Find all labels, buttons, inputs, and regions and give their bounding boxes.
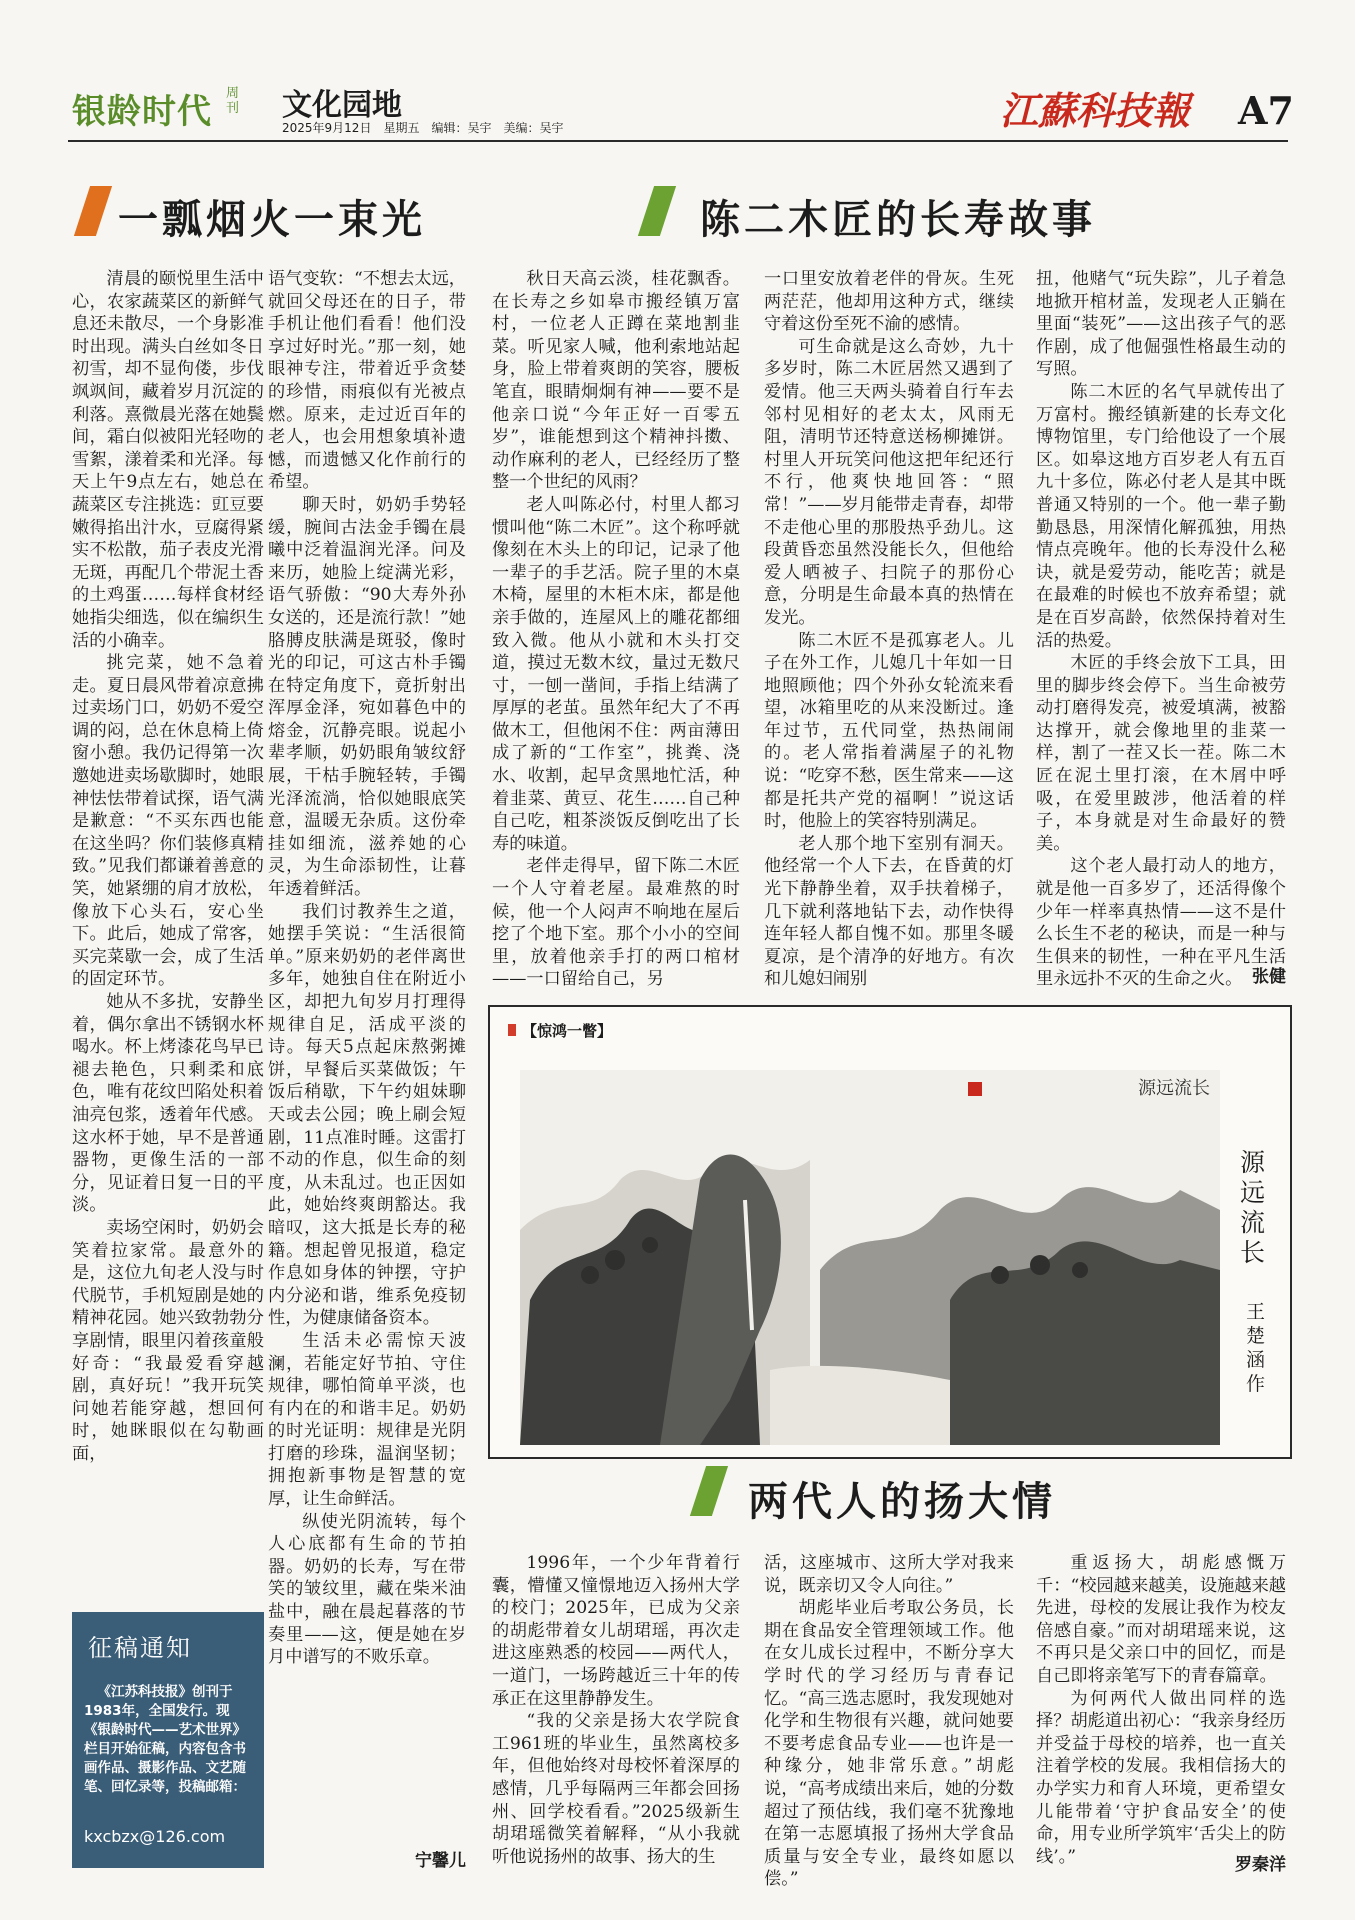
paragraph: 一口里安放着老伴的骨灰。生死两茫茫，他却用这种方式，继续守着这份至死不渝的感情。	[764, 269, 1014, 335]
masthead-weekly: 周刊	[226, 86, 240, 116]
paragraph: 老人叫陈必付，村里人都习惯叫他“陈二木匠”。这个称呼就像刻在木头上的印记，记录了他一辈子的手艺活。院子里的木桌木椅，屋里的木柜木床，都是他亲手做的，连屋风上的雕花都细致入微。他从小就和木头打交道，摸过无数木纹，量过无数尺寸，一刨一凿间，手指上结满了厚厚的老茧。虽然年纪大了不再做木工，但他闲不住：两亩薄田成了新的“工作室”，挑粪、浇水、收割，起早贪黑地忙活，种着韭菜、黄豆、花生……自己种自己吃，粗茶淡饭反倒吃出了长寿的味道。	[492, 494, 740, 854]
paragraph: 秋日天高云淡，桂花飘香。在长寿之乡如皋市搬经镇万富村，一位老人正蹲在菜地割韭菜。听见家人喊，他利索地站起身，脸上带着爽朗的笑容，腰板笔直，眼睛炯炯有神——要不是他亲口说“今年正好一百零五岁”，谁能想到这个精神抖擞、动作麻利的老人，已经经历了整整一个世纪的风雨？	[492, 269, 740, 493]
paragraph: 挑完菜，她不急着走。夏日晨风带着凉意拂过卖场门口，奶奶不爱空调的闷，总在休息椅上倚窗小憩。我仍记得第一次邀她进卖场歇脚时，她眼神怯怯带着试探，语气满是歉意：“不买东西也能在这坐吗？你们装修真精致。”见我们都谦着善意的笑，她紧绷的肩才放松，像放下心头石，安心坐下。此后，她成了常客，买完菜歇一会，成了生活的固定环节。	[72, 653, 264, 990]
headline-accent-bar	[690, 1466, 728, 1516]
painting-inscription: 源远流长	[1138, 1078, 1210, 1099]
article1-title: 一瓢烟火一束光	[118, 196, 426, 243]
paragraph: 1996年，一个少年背着行囊，懵懂又憧憬地迈入扬州大学的校门；2025年，已成为父亲的胡彪带着女儿胡珺瑶，再次走进这座熟悉的校园——两代人，一道门，一场跨越近三十年的传承正在这里静静发生。	[492, 1553, 740, 1709]
paragraph: 聊天时，奶奶手势轻缓，腕间古法金手镯在晨曦中泛着温润光泽。问及来历，她脸上绽满光彩，语气骄傲：“90大寿外孙女送的，还是流行款！”她胳膊皮肤满是斑驳，像时光的印记，可这古朴手镯在特定角度下，竟折射出浑厚金泽，宛如暮色中的熔金，沉静亮眼。说起小辈孝顺，奶奶眼角皱纹舒展，干枯手腕轻转，手镯光泽流淌，恰似她眼底笑意，温暖无杂质。这份牵挂如细流，滋养她的心灵，为生命添韧性，让暮年透着鲜活。	[268, 494, 466, 900]
article3-column-2	[764, 1552, 1014, 1890]
article1-byline: 宁馨儿	[370, 1846, 466, 1871]
article3-title: 两代人的扬大情	[748, 1478, 1056, 1525]
masthead-title: 银龄时代	[72, 92, 212, 132]
seal-stamp	[968, 1082, 982, 1096]
newspaper-name: 江蘇科技報	[1000, 88, 1191, 133]
paragraph: 木匠的手终会放下工具，田里的脚步终会停下。当生命被劳动打磨得发亮，被爱填满，被豁达撑开，就会像地里的韭菜一样，割了一茬又长一茬。陈二木匠在泥土里打滚，在木屑中呼吸，在爱里跛涉，他活着的样子，本身就是对生命最好的赞美。	[1036, 653, 1286, 854]
paragraph: 这个老人最打动人的地方，就是他一百多岁了，还活得像个少年一样率真热情——这不是什么长生不老的秘诀，而是一种与生俱来的韧性，一种在平凡生活里永远扑不灭的生命之火。	[1036, 856, 1286, 990]
paragraph: 重返扬大，胡彪感慨万千：“校园越来越美，设施越来越先进，母校的发展让我作为校友倍感自豪。”而对胡珺瑶来说，这不再只是父亲口中的回忆，而是自己即将亲笔写下的青春篇章。	[1036, 1553, 1286, 1686]
submission-notice	[72, 1612, 264, 1868]
notice-email[interactable]: kxcbzx@126.com	[84, 1827, 226, 1846]
landscape-painting	[520, 1070, 1220, 1445]
paragraph: 可生命就是这么奇妙，九十多岁时，陈二木匠居然又遇到了爱情。他三天两头骑着自行车去邻村见相好的老太太，风雨无阻，清明节还特意送杨柳摊饼。村里人开玩笑问他这把年纪还行不行，他爽快地回答：“照常！”——岁月能带走青春，却带不走他心里的那股热乎劲儿。这段黄昏恋虽然没能长久，但他给爱人晒被子、扫院子的那份心意，分明是生命最本真的热情在发光。	[764, 336, 1014, 628]
paragraph: 生活未必需惊天波澜，若能定好节拍、守住规律，哪怕简单平淡，也有内在的和谐丰足。奶奶的时光证明：规律是光阴打磨的珍珠，温润坚韧；拥抱新事物是智慧的宽厚，让生命鲜活。	[268, 1330, 466, 1510]
paragraph: 扭，他赌气“玩失踪”，儿子着急地掀开棺材盖，发现老人正躺在里面“装死”——这出孩子气的恶作剧，成了他倔强性格最生动的写照。	[1036, 269, 1286, 380]
paragraph: 卖场空闲时，奶奶会笑着拉家常。最意外的是，这位九旬老人没与时代脱节，手机短剧是她的精神花园。她兴致勃勃分享剧情，眼里闪着孩童般好奇：“我最爱看穿越剧，真好玩！”我开玩笑问她若能穿越，想回何时，她眯眼似在勾勒画面，	[72, 1217, 264, 1464]
article2-column-1	[492, 268, 740, 990]
headline-accent-bar	[74, 186, 112, 236]
artwork-tag-marker	[508, 1024, 516, 1036]
paragraph: 老人那个地下室别有洞天。他经常一个人下去，在昏黄的灯光下静静坐着，双手扶着梯子，几下就利落地钻下去，动作快得连年轻人都自愧不如。那里冬暖夏凉，是个清净的好地方。有次和儿媳妇闹别	[764, 833, 1014, 990]
article2-title: 陈二木匠的长寿故事	[700, 196, 1096, 243]
dateline: 2025年9月12日 星期五 编辑：吴宇 美编：吴宇	[282, 121, 564, 135]
headline-accent-bar	[638, 186, 676, 236]
notice-text: 《江苏科技报》创刊于1983年，全国发行。现《银龄时代——艺术世界》栏目开始征稿，内容包含书画作品、摄影作品、文艺随笔、回忆录等，投稿邮箱：	[84, 1684, 246, 1795]
paragraph: 为何两代人做出同样的选择？胡彪道出初心：“我亲身经历并受益于母校的培养，也一直关注着学校的发展。我相信扬大的办学实力和育人环境，更希望女儿能带着‘守护食品安全’的使命，用专业所学筑牢‘舌尖上的防线’。”	[1036, 1688, 1286, 1867]
paragraph: 纵使光阴流转，每个人心底都有生命的节拍器。奶奶的长寿，写在带笑的皱纹里，藏在柴米油盐中，融在晨起暮落的节奏里——这，便是她在岁月中谱写的不败乐章。	[268, 1511, 466, 1668]
paragraph: 我们讨教养生之道，她摆手笑说：“生活很简单。”原来奶奶的老伴离世多年，她独自住在附近小区，却把九旬岁月打理得规律自足，活成平淡的诗。每天5点起床熬粥摊饼，早餐后买菜做饭；午饭后稍歇，下午约姐妹聊天或去公园；晚上刷会短剧，11点准时睡。这雷打不动的作息，似生命的刻度，从未乱过。也正因如此，她始终爽朗豁达。我暗叹，这大抵是长寿的秘籍。想起曾见报道，稳定作息如身体的钟摆，守护内分泌和谐，维系免疫韧性，为健康储备资本。	[268, 901, 466, 1329]
paragraph: 陈二木匠的名气早就传出了万富村。搬经镇新建的长寿文化博物馆里，专门给他设了一个展区。如皋这地方百岁老人有五百九十多位，陈必付老人是其中既普通又特别的一个。他一辈子勤勤恳恳，用深情化解孤独，用热情点亮晚年。他的长寿没什么秘诀，就是爱劳动，能吃苦；就是在最难的时候也不放弃希望；就是在百岁高龄，依然保持着对生活的热爱。	[1036, 381, 1286, 651]
section-title: 文化园地	[282, 88, 402, 123]
article1-column-2	[268, 268, 466, 1868]
artwork-author: 王楚涵作	[1246, 1301, 1266, 1395]
article2-byline: 张健	[1252, 967, 1286, 987]
article3-column-1	[492, 1552, 740, 1870]
header-divider	[68, 140, 1288, 142]
notice-title: 征稿通知	[88, 1634, 192, 1662]
page-number: A7	[1238, 88, 1294, 133]
paragraph: 胡彪毕业后考取公务员，长期在食品安全管理领域工作。他在女儿成长过程中，不断分享大学时代的学习经历与青春记忆。“高三选志愿时，我发现她对化学和生物很有兴趣，就问她要不要考虑食品专业——也许是一种缘分，她非常乐意。”胡彪说，“高考成绩出来后，她的分数超过了预估线，我们毫不犹豫地在第一志愿填报了扬州大学食品质量与安全专业，最终如愿以偿。”	[764, 1598, 1014, 1890]
artwork-title: 源远流长	[1240, 1148, 1266, 1267]
paragraph: 活，这座城市、这所大学对我来说，既亲切又令人向往。”	[764, 1553, 1014, 1596]
paragraph: 她从不多扰，安静坐着，偶尔拿出不锈钢水杯喝水。杯上烤漆花鸟早已褪去艳色，只剩柔和底色，唯有花纹凹陷处积着油亮包浆，透着年代感。这水杯于她，早不是普通器物，更像生活的一部分，见证着日复一日的平淡。	[72, 992, 264, 1216]
article2-column-2	[764, 268, 1014, 990]
article1-column-1	[72, 268, 264, 1598]
paragraph: 语气变软：“不想去太远，就回父母还在的日子，带手机让他们看看！他们没享过好时光。”那一刻，她眼神专注，带着近乎贪婪的珍惜，雨痕似有光被点燃。原来，走过近百年的老人，也会用想象填补遗憾，而遗憾又化作前行的希望。	[268, 269, 466, 493]
paragraph: 老伴走得早，留下陈二木匠一个人守着老屋。最难熬的时候，他一个人闷声不响地在屋后挖了个地下室。那个小小的空间里，放着他亲手打的两口棺材——一口留给自己，另	[492, 856, 740, 990]
article3-byline: 罗秦洋	[1235, 1855, 1286, 1875]
artwork-tag: 【惊鸿一瞥】	[522, 1022, 613, 1040]
paragraph: 陈二木匠不是孤寡老人。儿子在外工作，儿媳几十年如一日地照顾他；四个外孙女轮流来看望，冰箱里吃的从来没断过。逢年过节，五代同堂，热热闹闹的。老人常指着满屋子的礼物说：“吃穿不愁，医生常来——这都是托共产党的福啊！”说这话时，他脸上的笑容特别满足。	[764, 630, 1014, 832]
paragraph: 清晨的颐悦里生活中心，农家蔬菜区的新鲜气息还未散尽，一个身影准时出现。满头白丝如冬日初雪，却不显佝偻，步伐飒飒间，藏着岁月沉淀的利落。熹微晨光落在她鬓间，霜白似被阳光轻吻的雪絮，漾着柔和光泽。每天上午9点左右，她总在蔬菜区专注挑选：豇豆要嫩得掐出汁水，豆腐得紧实不松散，茄子表皮光滑无斑，再配几个带泥土香的土鸡蛋……每样食材经她指尖细选，似在编织生活的小确幸。	[72, 269, 264, 651]
paragraph: “我的父亲是扬大农学院食工961班的毕业生，虽然离校多年，但他始终对母校怀着深厚的感情，几乎每隔两三年都会回扬州、回学校看看。”2025级新生胡珺瑶微笑着解释，“从小我就听他说扬州的故事、扬大的生	[492, 1711, 740, 1867]
